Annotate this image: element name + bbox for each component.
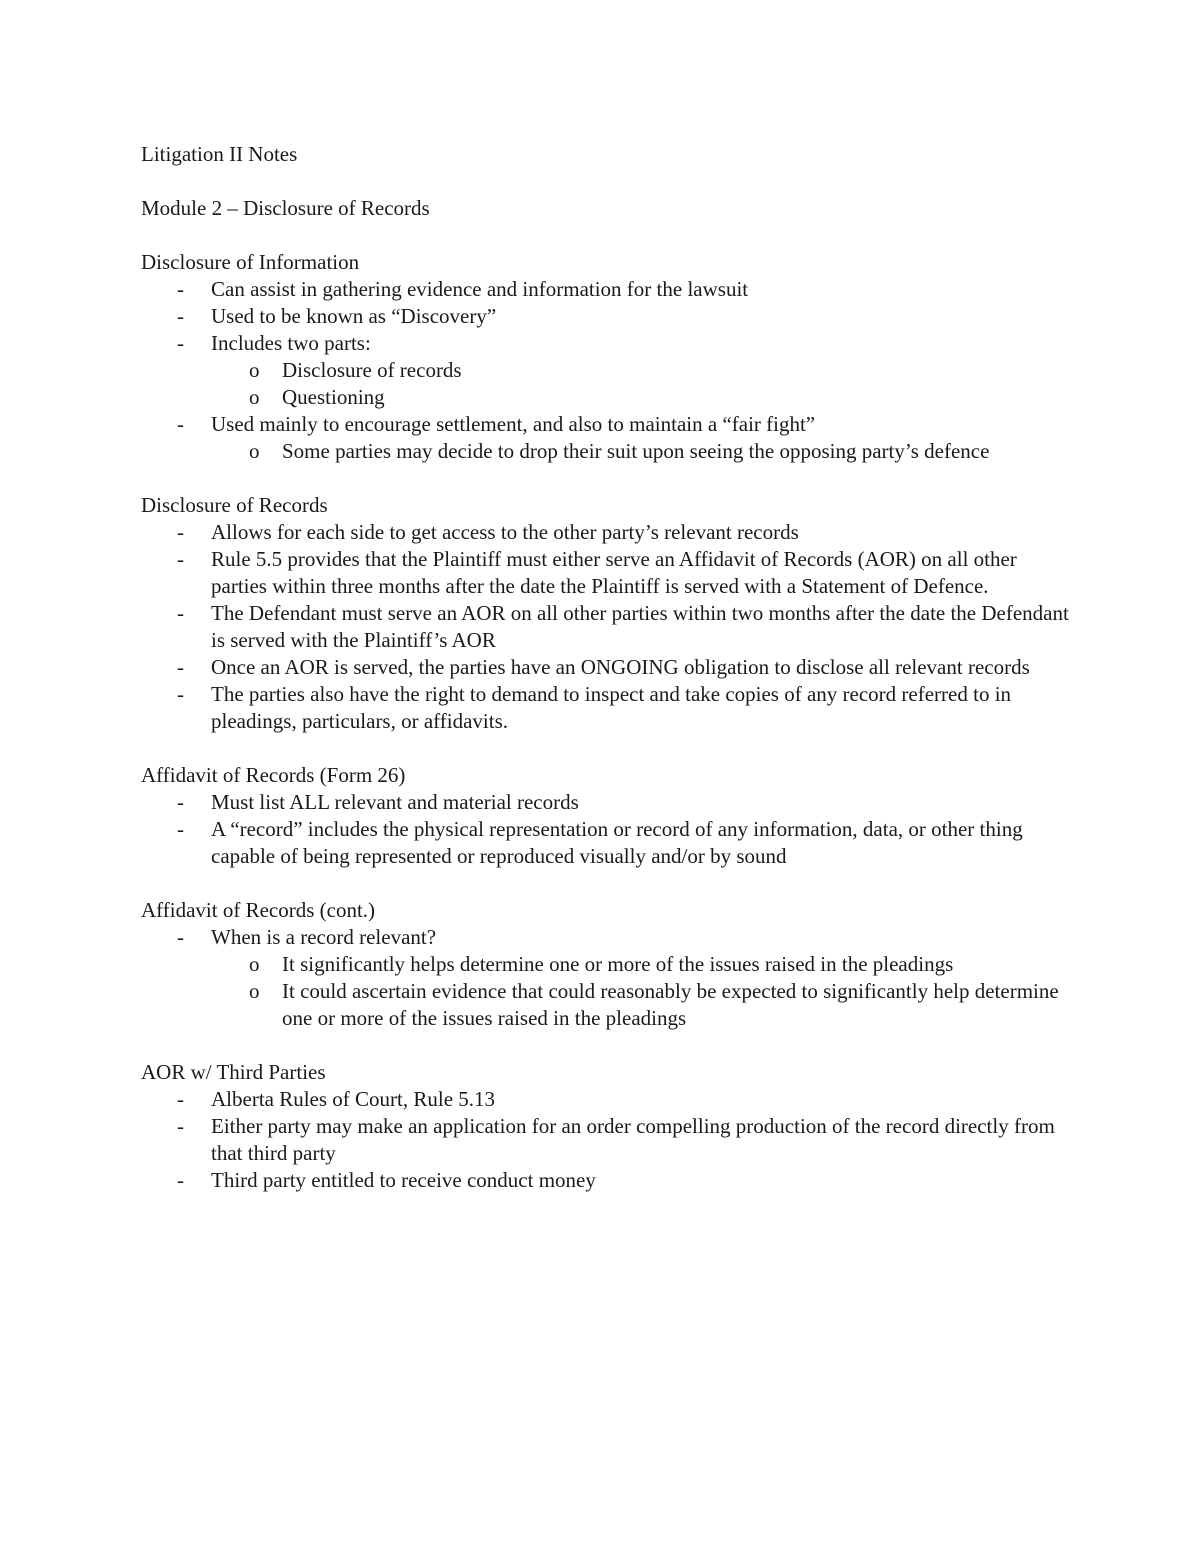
section-heading: Disclosure of Records (141, 493, 328, 517)
bullet-list (141, 276, 1071, 465)
dash-bullet-icon: - (177, 682, 184, 706)
document-title: Litigation II Notes (141, 142, 298, 166)
dash-bullet-icon: - (177, 331, 184, 355)
section (141, 897, 1071, 1032)
dash-bullet-icon: - (177, 277, 184, 301)
sub-list-item-text: Questioning (282, 385, 385, 409)
section (141, 249, 1071, 465)
sub-bullet-list (249, 951, 1071, 1032)
dash-bullet-icon: - (177, 790, 184, 814)
sub-list-item (211, 978, 1071, 1032)
sub-bullet-list (249, 438, 1071, 465)
bullet-list (141, 789, 1071, 870)
circle-bullet-icon: o (249, 952, 260, 976)
circle-bullet-icon: o (249, 439, 260, 463)
dash-bullet-icon: - (177, 655, 184, 679)
sub-bullet-list (249, 357, 1071, 411)
list-item-text: Once an AOR is served, the parties have an ONGOING obligation to disclose all relevant records (211, 655, 1030, 679)
sub-list-item-text: Disclosure of records (282, 358, 462, 382)
dash-bullet-icon: - (177, 304, 184, 328)
section (141, 492, 1071, 735)
list-item-text: The Defendant must serve an AOR on all other parties within two months after the date the Defendant is served with the Plaintiff’s AOR (211, 601, 1069, 652)
sub-list-item-text: Some parties may decide to drop their suit upon seeing the opposing party’s defence (282, 439, 990, 463)
list-item-text: Must list ALL relevant and material records (211, 790, 579, 814)
sub-list-item (211, 357, 1071, 384)
list-item-text: Can assist in gathering evidence and information for the lawsuit (211, 277, 749, 301)
dash-bullet-icon: - (177, 601, 184, 625)
section-heading: AOR w/ Third Parties (141, 1060, 326, 1084)
section (141, 1059, 1071, 1194)
sub-list-item (211, 951, 1071, 978)
list-item (141, 1113, 1071, 1167)
list-item (141, 276, 1071, 303)
dash-bullet-icon: - (177, 1168, 184, 1192)
list-item (141, 654, 1071, 681)
list-item-text: A “record” includes the physical representation or record of any information, data, or other thing capable of being represented or reproduced visually and/or by sound (211, 817, 1023, 868)
list-item (141, 816, 1071, 870)
sections-container (141, 249, 1071, 1194)
sub-list-item-text: It could ascertain evidence that could reasonably be expected to significantly help determine one or more of the issues raised in the pleadings (282, 979, 1059, 1030)
list-item (141, 1167, 1071, 1194)
list-item-text: Rule 5.5 provides that the Plaintiff must either serve an Affidavit of Records (AOR) on all other parties within three months after the date the Plaintiff is served with a Statement of Defence. (211, 547, 1017, 598)
list-item (141, 600, 1071, 654)
list-item (141, 789, 1071, 816)
circle-bullet-icon: o (249, 385, 260, 409)
dash-bullet-icon: - (177, 925, 184, 949)
list-item-text: Alberta Rules of Court, Rule 5.13 (211, 1087, 496, 1111)
list-item (141, 546, 1071, 600)
dash-bullet-icon: - (177, 817, 184, 841)
dash-bullet-icon: - (177, 1087, 184, 1111)
list-item (141, 1086, 1071, 1113)
list-item-text: The parties also have the right to demand to inspect and take copies of any record referred to in pleadings, particulars, or affidavits. (211, 682, 1012, 733)
sub-list-item (211, 384, 1071, 411)
list-item (141, 303, 1071, 330)
list-item (141, 519, 1071, 546)
list-item (141, 681, 1071, 735)
bullet-list (141, 1086, 1071, 1194)
circle-bullet-icon: o (249, 358, 260, 382)
dash-bullet-icon: - (177, 547, 184, 571)
list-item-text: Either party may make an application for an order compelling production of the record directly from that third party (211, 1114, 1055, 1165)
dash-bullet-icon: - (177, 1114, 184, 1138)
section-heading: Disclosure of Information (141, 250, 360, 274)
bullet-list (141, 519, 1071, 735)
list-item-text: When is a record relevant? (211, 925, 437, 949)
sub-list-item-text: It significantly helps determine one or more of the issues raised in the pleadings (282, 952, 954, 976)
section (141, 762, 1071, 870)
circle-bullet-icon: o (249, 979, 260, 1003)
list-item-text: Allows for each side to get access to the other party’s relevant records (211, 520, 799, 544)
list-item-text: Includes two parts: (211, 331, 371, 355)
dash-bullet-icon: - (177, 412, 184, 436)
dash-bullet-icon: - (177, 520, 184, 544)
list-item (141, 330, 1071, 411)
list-item-text: Used to be known as “Discovery” (211, 304, 497, 328)
document-page (141, 141, 1071, 1221)
list-item (141, 924, 1071, 1032)
section-heading: Affidavit of Records (cont.) (141, 898, 376, 922)
sub-list-item (211, 438, 1071, 465)
list-item-text: Used mainly to encourage settlement, and also to maintain a “fair fight” (211, 412, 816, 436)
list-item (141, 411, 1071, 465)
section-heading: Affidavit of Records (Form 26) (141, 763, 406, 787)
list-item-text: Third party entitled to receive conduct money (211, 1168, 596, 1192)
module-heading: Module 2 – Disclosure of Records (141, 196, 430, 220)
bullet-list (141, 924, 1071, 1032)
